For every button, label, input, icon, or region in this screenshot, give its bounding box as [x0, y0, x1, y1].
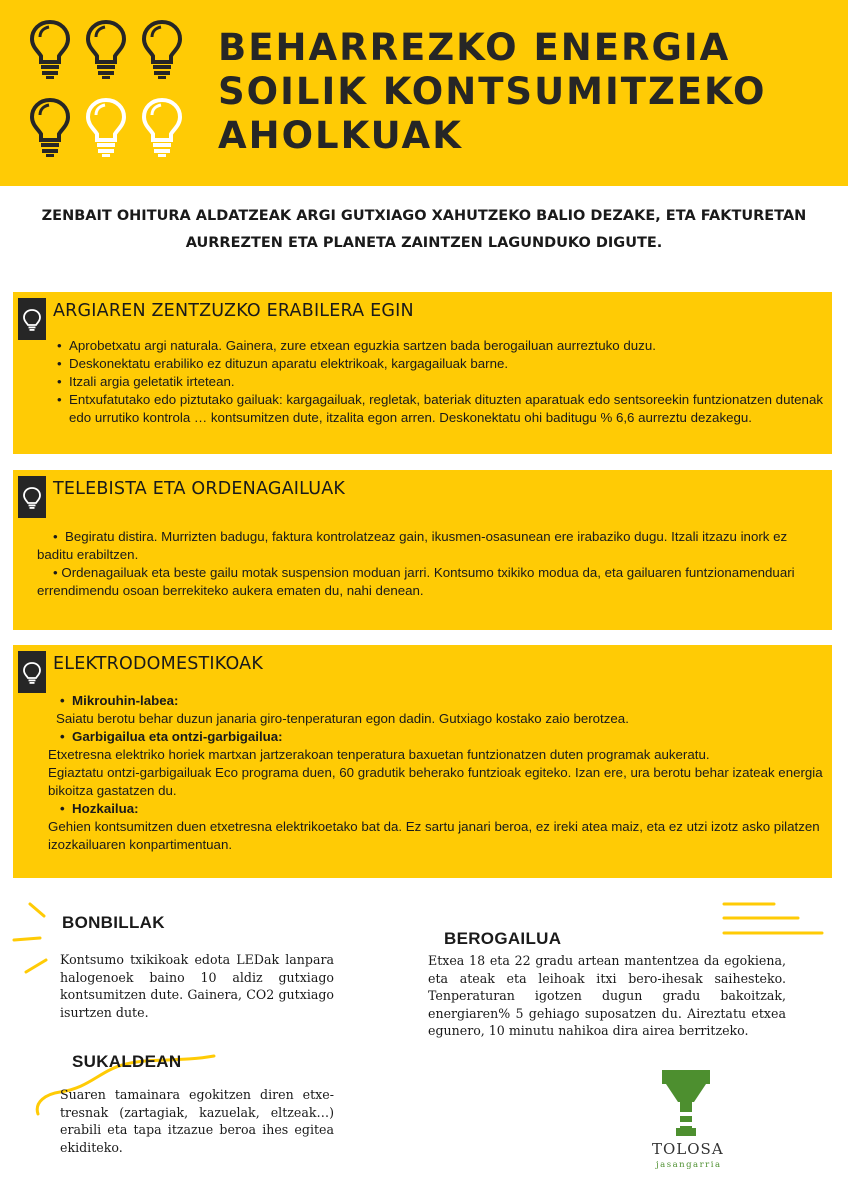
- section-body: [50, 692, 825, 854]
- lightbulb-icon: [22, 486, 42, 510]
- bullet: •: [60, 729, 73, 744]
- list-item: • Deskonektatu erabiliko ez dituzun aparatu elektrikoak, kargagailuak barne.: [55, 355, 825, 373]
- subsection-label: [50, 728, 825, 746]
- dishwasher-text: Egiaztatu ontzi-garbigailuak Eco programa duen, 60 gradutik beherako funtzioak egiteko. Izan ere, ura berotu behar izateak energia bikoitza gastatzen du.: [48, 765, 823, 798]
- section-tv-computers: [13, 470, 832, 630]
- lightbulb-icon: [22, 308, 42, 332]
- lightbulb-icon: [84, 96, 128, 158]
- lightbulb-icon: [22, 661, 42, 685]
- section-title: ELEKTRODOMESTIKOAK: [53, 654, 264, 674]
- berogailua-title: BEROGAILUA: [444, 929, 562, 948]
- dishwasher-text: Etxetresna elektriko horiek martxan jartzerakoan tenperatura baxuetan funtzionatzen duten programak aukeratu.: [48, 747, 710, 762]
- section-icon-box: [18, 476, 46, 518]
- section-title: TELEBISTA ETA ORDENAGAILUAK: [53, 479, 346, 499]
- subsection-label: [50, 800, 825, 818]
- berogailua-body: mantentzea da egokiena, eta ateak eta leihoak itxi bero-ihesak saihesteko. Tenperaturan igotzen dugun gradu bakoitzak, energiaren% 5 gehiago suposatzen du. Aireztatu etxea egunero, 10 minutu nahikoa dira airea berritzeko.: [428, 953, 786, 1038]
- lightbulb-icon: [140, 18, 184, 80]
- list-item: [37, 528, 827, 564]
- section-appliances: [13, 645, 832, 878]
- lightbulb-icon: [28, 96, 72, 158]
- title-line: AHOLKUAK: [218, 114, 463, 157]
- bullet: •: [53, 529, 66, 544]
- title-line: BEHARREZKO ENERGIA: [218, 26, 731, 69]
- fridge-text: Gehien kontsumitzen duen etxetresna elektrikoetako bat da. Ez sartu janari beroa, ez ireki atea maiz, eta ez utzi izotz asko pilatzen izozkailuaren konpartimentuan.: [48, 819, 820, 852]
- lightbulbs-graphic: [28, 18, 188, 168]
- page-title: [218, 26, 838, 158]
- intro-line: ZENBAIT OHITURA ALDATZEAK ARGI GUTXIAGO XAHUTZEKO BALIO DEZAKE, ETA FAKTURETAN: [41, 208, 807, 224]
- microwave-label: Mikrouhin-labea:: [72, 693, 179, 708]
- sukaldean-title: SUKALDEAN: [72, 1052, 182, 1071]
- section-body: [37, 528, 827, 600]
- fridge-label: Hozkailua:: [72, 801, 139, 816]
- sukaldean-text: Suaren tamainara egokitzen diren etxe-tresnak (zartagiak, kazuelak, eltzeak…) erabili eta tapa itzazue beroa ihes egitea ekiditeko.: [60, 1087, 334, 1155]
- lightbulb-icon: [28, 18, 72, 80]
- list-item: [37, 564, 827, 600]
- intro-line: AURREZTEN ETA PLANETA ZAINTZEN LAGUNDUKO DIGUTE.: [185, 235, 663, 251]
- section-title: ARGIAREN ZENTZUZKO ERABILERA EGIN: [53, 301, 414, 321]
- microwave-text: Saiatu berotu behar duzun janaria giro-tenperaturan egon dadin. Gutxiago kostako zaio berotzea.: [56, 711, 629, 726]
- lines-decoration: [718, 898, 828, 940]
- list-item-text: Ordenagailuak eta beste gailu motak suspension moduan jarri. Kontsumo txikiko modua da, eta gailuaren funtzionamenduari errendimendu osoan berrekiteko aukera ematen du, nahi denean.: [37, 565, 795, 598]
- bullet: •: [53, 565, 62, 580]
- logo-name: TOLOSA: [652, 1140, 724, 1158]
- subsection-label: [50, 692, 825, 710]
- bonbillak-text: Kontsumo txikikoak edota LEDak lanpara halogenoek baino 10 aldiz gutxiago kontsumitzen dute. Gainera, CO2 gutxiago isurtzen dute.: [60, 952, 334, 1020]
- bullet: •: [60, 801, 73, 816]
- list-item-text: Begiratu distira. Murrizten badugu, faktura kontrolatzeaz gain, ikusmen-osasunean ere irabaziko dugu. Itzali itzazu inork ez baditu erabiltzen.: [37, 529, 788, 562]
- title-line: SOILIK KONTSUMITZEKO: [218, 70, 767, 113]
- dishwasher-label: Garbigailua eta ontzi-garbigailua:: [72, 729, 283, 744]
- list-item: • Entxufatutako edo piztutako gailuak: kargagailuak, regletak, bateriak dituzten aparatuak edo sentsoreekin funtzionatzen dutenak edo urrutiko kontrola … kontsumitzen dute, itzalita egon arren. Deskonektatu ohi baditugu % 6,6 aurreztu dezakegu.: [55, 391, 825, 427]
- section-icon-box: [18, 651, 46, 693]
- bullet: •: [60, 693, 73, 708]
- lightbulb-icon: [140, 96, 184, 158]
- berogailua-text: [428, 952, 786, 1040]
- berogailua-highlight: Etxea 18 eta 22 gradu artean: [428, 953, 620, 968]
- section-body: [55, 337, 825, 427]
- section-icon-box: [18, 298, 46, 340]
- lightbulb-icon: [84, 18, 128, 80]
- section-lighting: [13, 292, 832, 454]
- intro-text: [10, 203, 838, 257]
- sparkle-decoration: [10, 900, 50, 980]
- bonbillak-title: BONBILLAK: [62, 913, 165, 932]
- list-item: • Itzali argia geletatik irtetean.: [55, 373, 825, 391]
- header-banner: [0, 0, 848, 186]
- list-item: • Aprobetxatu argi naturala. Gainera, zure etxean eguzkia sartzen bada berogailuan aurreztuko duzu.: [55, 337, 825, 355]
- logo-subtitle: jasangarria: [656, 1160, 722, 1170]
